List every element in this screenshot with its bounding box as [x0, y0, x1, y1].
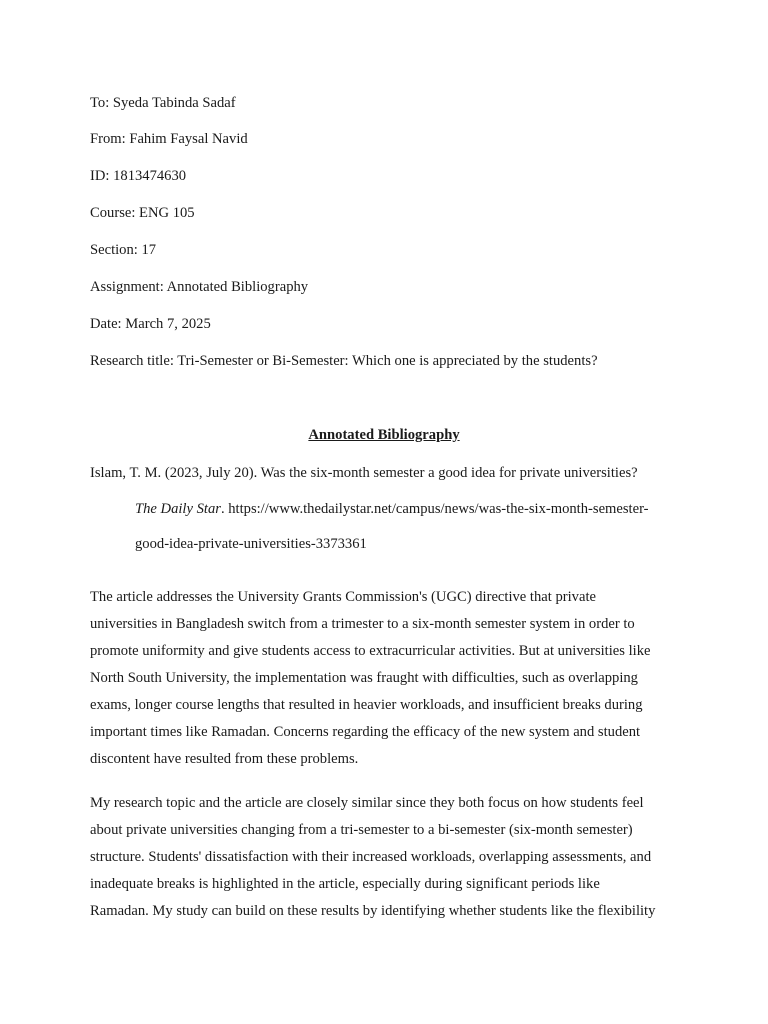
citation-url-part: . https://www.thedailystar.net/campus/news/was-the-six-month-semester- [220, 501, 649, 517]
citation-line-2 [135, 500, 649, 518]
citation-line-3: good-idea-private-universities-3373361 [135, 536, 367, 552]
section-title: Annotated Bibliography [308, 427, 460, 443]
paragraph-line: universities in Bangladesh switch from a trimester to a six-month semester system in order to [90, 616, 635, 632]
header-course: Course: ENG 105 [90, 205, 195, 221]
paragraph-line: discontent have resulted from these problems. [90, 751, 359, 767]
paragraph-line: Ramadan. My study can build on these results by identifying whether students like the flexibility [90, 903, 656, 919]
paragraph-line: inadequate breaks is highlighted in the article, especially during significant periods like [90, 876, 600, 892]
paragraph-line: about private universities changing from a tri-semester to a bi-semester (six-month semester) [90, 822, 633, 838]
header-date: Date: March 7, 2025 [90, 316, 211, 332]
paragraph-line: important times like Ramadan. Concerns regarding the efficacy of the new system and student [90, 724, 641, 740]
paragraph-line: The article addresses the University Grants Commission's (UGC) directive that private [90, 589, 596, 605]
header-assignment: Assignment: Annotated Bibliography [90, 279, 309, 295]
paragraph-line: promote uniformity and give students access to extracurricular activities. But at universities like [90, 643, 651, 659]
header-from: From: Fahim Faysal Navid [90, 131, 248, 147]
header-id: ID: 1813474630 [90, 168, 187, 184]
paragraph-line: structure. Students' dissatisfaction with their increased workloads, overlapping assessments, and [90, 849, 652, 865]
paragraph-line: North South University, the implementation was fraught with difficulties, such as overlapping [90, 670, 638, 686]
paragraph-line: My research topic and the article are closely similar since they both focus on how students feel [90, 795, 644, 811]
citation-journal: The Daily Star [135, 501, 221, 517]
header-section: Section: 17 [90, 242, 157, 258]
header-to: To: Syeda Tabinda Sadaf [90, 95, 236, 111]
annotation-paragraph-2 [90, 790, 680, 925]
header-research-title: Research title: Tri-Semester or Bi-Semester: Which one is appreciated by the students? [90, 353, 598, 369]
citation-line-1: Islam, T. M. (2023, July 20). Was the six-month semester a good idea for private universities? [90, 465, 638, 481]
paragraph-line: exams, longer course lengths that resulted in heavier workloads, and insufficient breaks during [90, 697, 643, 713]
annotation-paragraph-1 [90, 584, 680, 773]
